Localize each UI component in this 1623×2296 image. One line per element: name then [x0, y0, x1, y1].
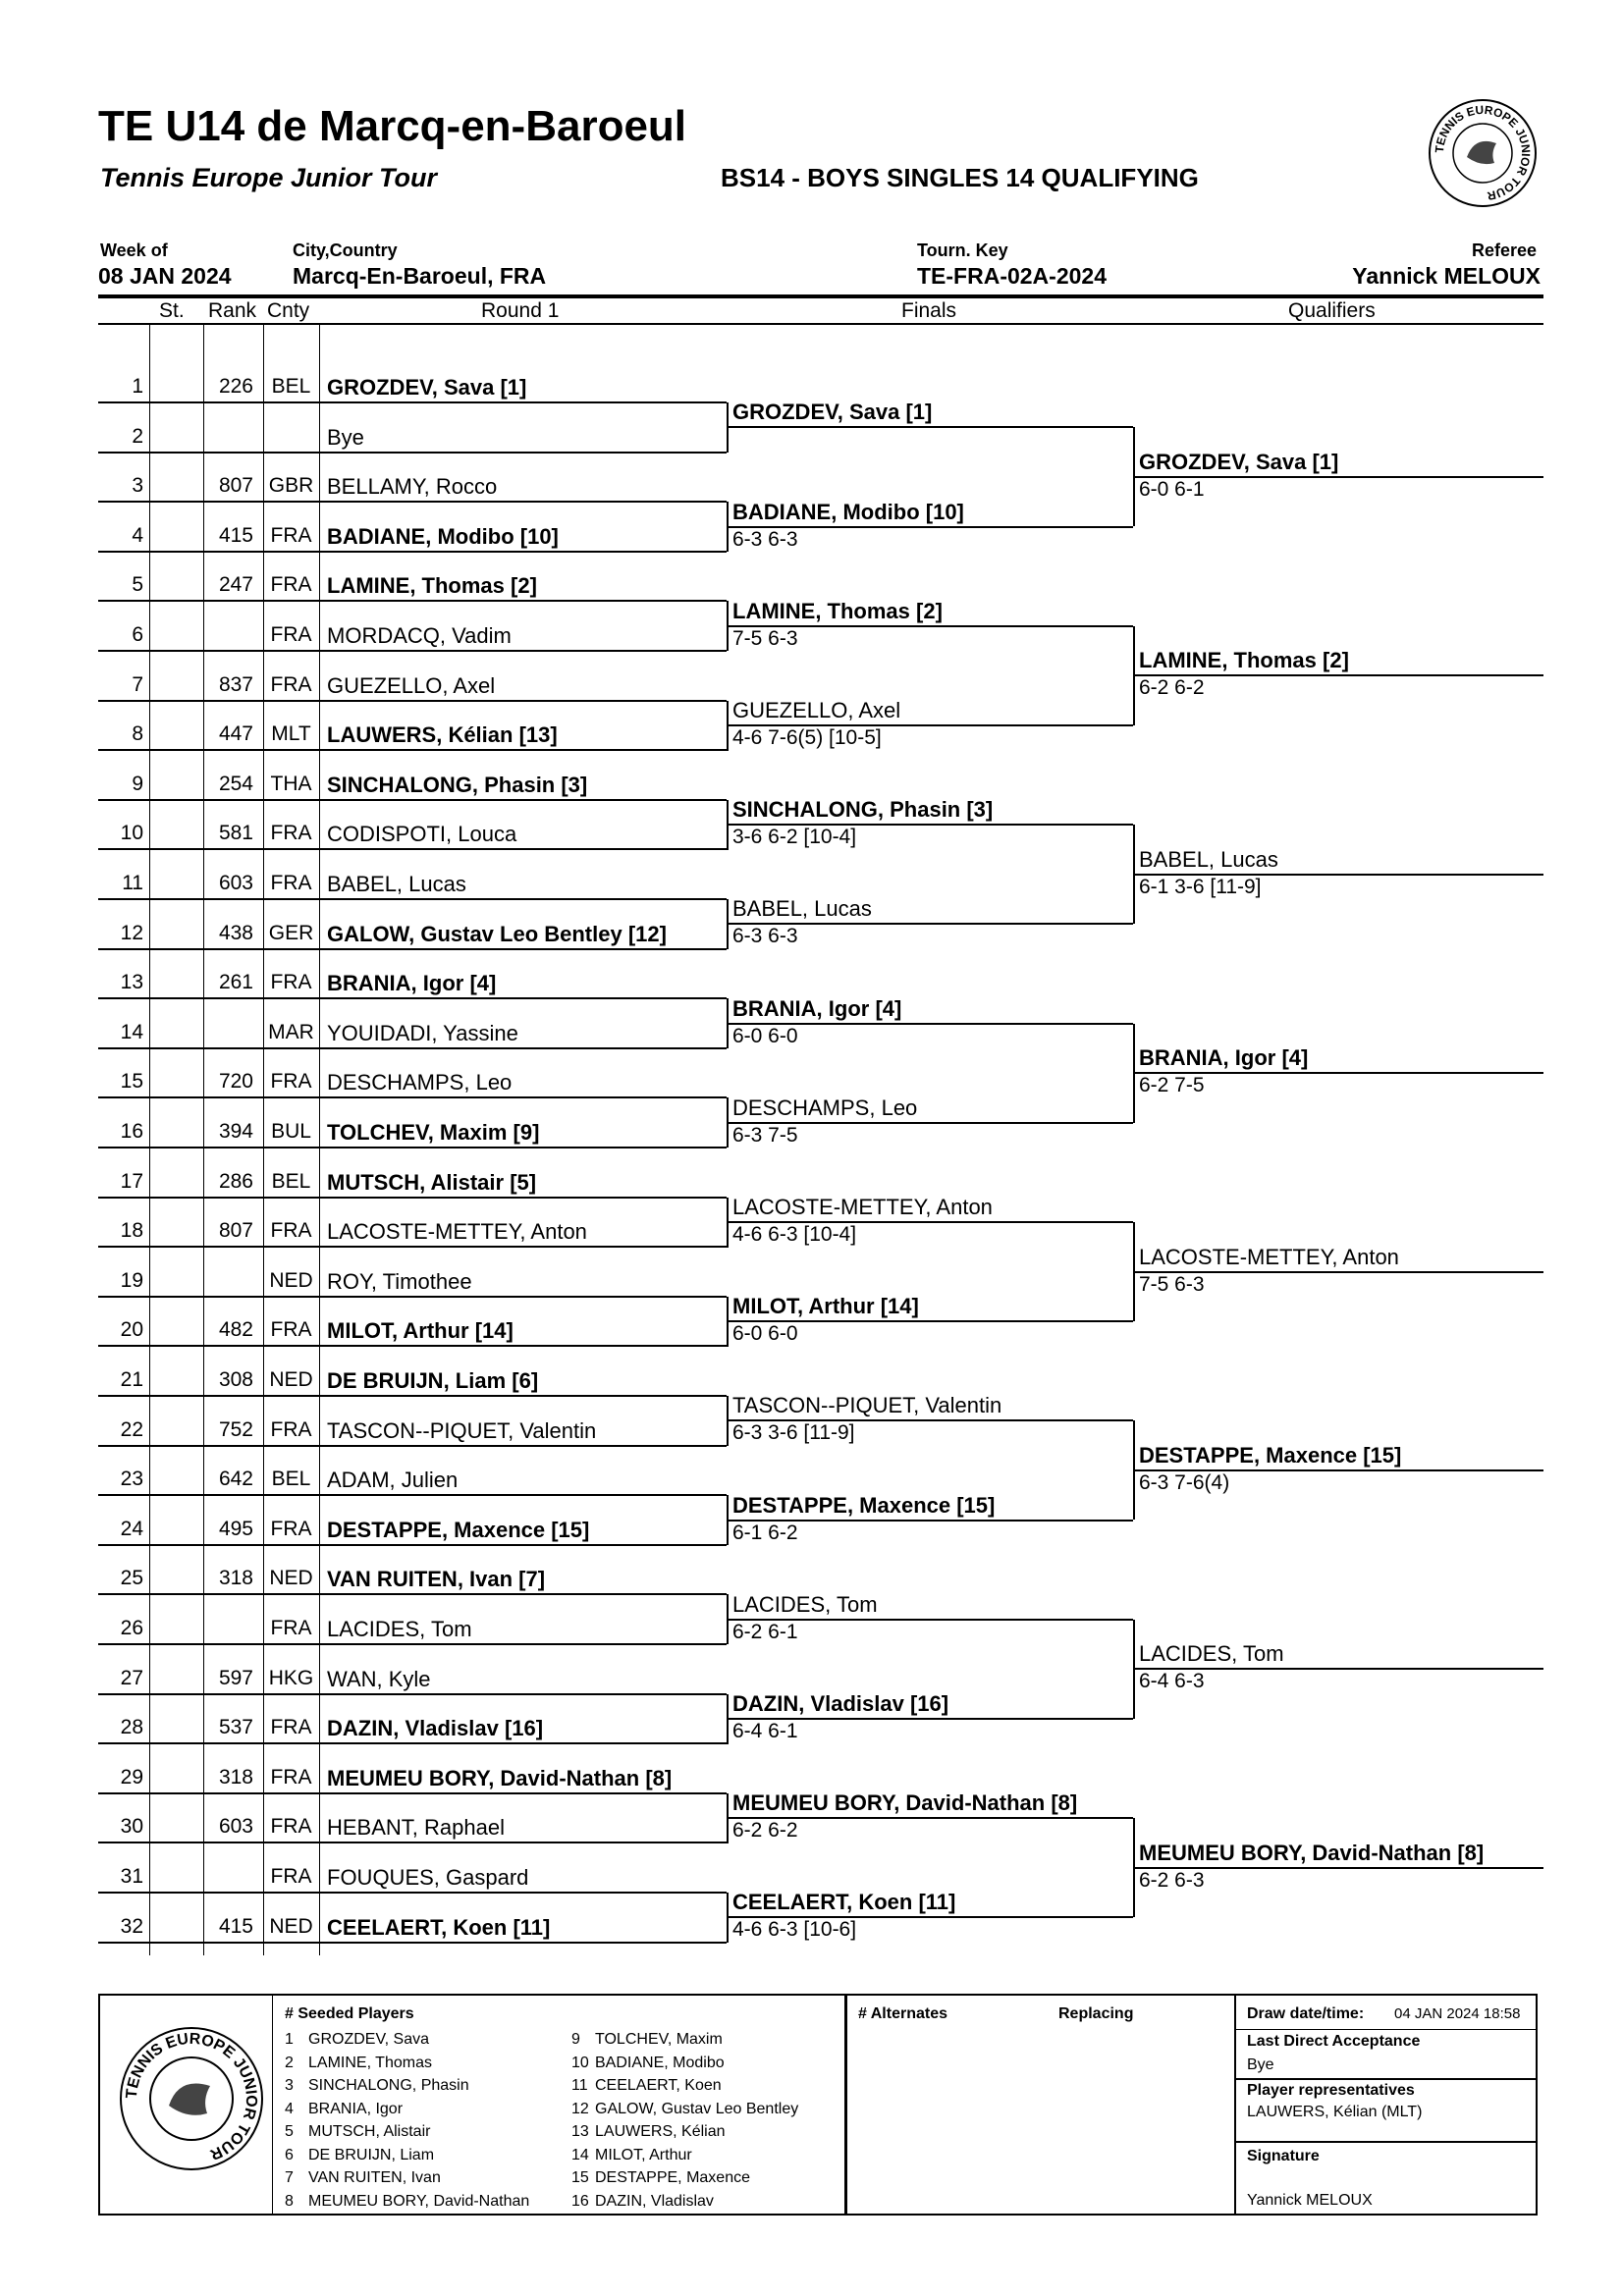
- seed-number: 16: [571, 2192, 589, 2210]
- week-of-label: Week of: [100, 240, 168, 260]
- player-rank: 318: [218, 1567, 253, 1589]
- player-name: TASCON--PIQUET, Valentin: [327, 1418, 597, 1443]
- finals-player-name: GUEZELLO, Axel: [732, 698, 901, 722]
- qualifier-score: 6-2 6-3: [1139, 1869, 1205, 1892]
- player-rank: 254: [218, 773, 253, 795]
- draw-position: 14: [120, 1021, 143, 1043]
- draw-position: 18: [120, 1219, 143, 1242]
- seed-player-name: SINCHALONG, Phasin: [308, 2077, 469, 2094]
- referee-label: Referee: [1471, 240, 1537, 260]
- seed-player-name: BRANIA, Igor: [308, 2100, 404, 2117]
- week-of-value: 08 JAN 2024: [98, 263, 232, 289]
- player-name: DE BRUIJN, Liam [6]: [327, 1368, 539, 1393]
- round1-line: [98, 501, 727, 503]
- footer-divider: [844, 1996, 847, 2214]
- finals-player-name: LACIDES, Tom: [732, 1592, 878, 1617]
- qualifier-name: MEUMEU BORY, David-Nathan [8]: [1139, 1841, 1485, 1865]
- round1-line: [98, 1942, 727, 1944]
- round1-line: [98, 600, 727, 602]
- round1-line: [98, 650, 727, 652]
- finals-player-name: SINCHALONG, Phasin [3]: [732, 797, 994, 822]
- player-country: FRA: [270, 573, 312, 596]
- finals-player-name: DESTAPPE, Maxence [15]: [732, 1493, 996, 1518]
- round1-line: [98, 1445, 727, 1447]
- player-rank: 261: [218, 971, 253, 993]
- col-finals: Finals: [901, 299, 957, 322]
- draw-position: 27: [120, 1667, 143, 1689]
- finals-line: [727, 426, 1133, 428]
- player-country: FRA: [270, 1418, 312, 1441]
- seed-number: 3: [285, 2077, 294, 2094]
- round1-line: [98, 1693, 727, 1695]
- draw-position: 24: [120, 1518, 143, 1540]
- col-qualifiers: Qualifiers: [1288, 299, 1376, 322]
- last-direct-acceptance-label: Last Direct Acceptance: [1247, 2033, 1421, 2050]
- player-country: FRA: [270, 524, 312, 547]
- player-name: ADAM, Julien: [327, 1468, 459, 1492]
- player-country: NED: [269, 1269, 313, 1292]
- qualifier-name: BRANIA, Igor [4]: [1139, 1045, 1309, 1070]
- round1-line: [98, 1643, 727, 1645]
- player-country: THA: [270, 773, 312, 795]
- player-country: FRA: [270, 1865, 312, 1888]
- player-name: YOUIDADI, Yassine: [327, 1021, 518, 1045]
- round1-line: [98, 1792, 727, 1794]
- player-country: FRA: [270, 623, 312, 646]
- col-cnty: Cnty: [267, 299, 310, 322]
- round1-line: [98, 1395, 727, 1397]
- player-name: SINCHALONG, Phasin [3]: [327, 773, 588, 797]
- player-rank: 807: [218, 474, 253, 497]
- player-name: BABEL, Lucas: [327, 872, 466, 896]
- draw-position: 31: [120, 1865, 143, 1888]
- round1-line: [98, 898, 727, 900]
- player-country: FRA: [270, 1070, 312, 1093]
- seed-player-name: MUTSCH, Alistair: [308, 2123, 431, 2140]
- draw-position: 22: [120, 1418, 143, 1441]
- player-rank: 247: [218, 573, 253, 596]
- seed-number: 12: [571, 2100, 589, 2117]
- draw-position: 7: [132, 673, 143, 696]
- round1-line: [98, 1147, 727, 1148]
- round1-line: [98, 1593, 727, 1595]
- col-rank: Rank: [208, 299, 257, 322]
- round1-line: [98, 1842, 727, 1843]
- finals-score: 6-2 6-2: [732, 1819, 798, 1842]
- draw-position: 17: [120, 1170, 143, 1193]
- qualifier-score: 6-1 3-6 [11-9]: [1139, 876, 1262, 898]
- round1-line: [98, 1047, 727, 1049]
- seed-number: 11: [571, 2077, 588, 2094]
- draw-position: 2: [132, 425, 143, 448]
- player-name: LACOSTE-METTEY, Anton: [327, 1219, 587, 1244]
- finals-score: 4-6 6-3 [10-6]: [732, 1918, 857, 1941]
- player-name: FOUQUES, Gaspard: [327, 1865, 529, 1890]
- finals-player-name: BADIANE, Modibo [10]: [732, 500, 964, 524]
- col-st: St.: [159, 299, 185, 322]
- player-name: GROZDEV, Sava [1]: [327, 375, 527, 400]
- replacing-title: Replacing: [1058, 2005, 1134, 2022]
- player-country: BEL: [271, 1468, 311, 1490]
- player-name: MILOT, Arthur [14]: [327, 1318, 514, 1343]
- seed-number: 9: [571, 2031, 580, 2048]
- player-rank: 415: [218, 1915, 253, 1938]
- player-rank: 308: [218, 1368, 253, 1391]
- tourn-key-value: TE-FRA-02A-2024: [917, 263, 1107, 289]
- finals-score: 4-6 6-3 [10-4]: [732, 1223, 857, 1246]
- player-name: VAN RUITEN, Ivan [7]: [327, 1567, 546, 1591]
- player-name: LAMINE, Thomas [2]: [327, 573, 537, 598]
- player-rank: 537: [218, 1716, 253, 1738]
- finals-player-name: DESCHAMPS, Leo: [732, 1095, 918, 1120]
- player-name: BRANIA, Igor [4]: [327, 971, 497, 995]
- qualifier-score: 6-0 6-1: [1139, 478, 1205, 501]
- player-name: MORDACQ, Vadim: [327, 623, 512, 648]
- player-rank: 603: [218, 1815, 253, 1838]
- qualifier-name: DESTAPPE, Maxence [15]: [1139, 1443, 1402, 1468]
- player-name: Bye: [327, 425, 364, 450]
- round1-line: [98, 1096, 727, 1098]
- referee-value: Yannick MELOUX: [1352, 263, 1541, 289]
- seed-player-name: MILOT, Arthur: [595, 2146, 692, 2163]
- player-country: HKG: [268, 1667, 314, 1689]
- draw-position: 21: [120, 1368, 143, 1391]
- player-rank: 597: [218, 1667, 253, 1689]
- seed-number: 13: [571, 2123, 589, 2140]
- seed-player-name: GALOW, Gustav Leo Bentley: [595, 2100, 799, 2117]
- draw-position: 28: [120, 1716, 143, 1738]
- player-country: FRA: [270, 1318, 312, 1341]
- draw-position: 19: [120, 1269, 143, 1292]
- finals-score: 6-3 7-5: [732, 1124, 798, 1147]
- finals-player-name: LAMINE, Thomas [2]: [732, 599, 943, 623]
- round1-line: [98, 1296, 727, 1298]
- round1-line: [98, 1544, 727, 1546]
- draw-position: 10: [120, 822, 143, 844]
- signature-value: Yannick MELOUX: [1247, 2192, 1373, 2209]
- draw-position: 25: [120, 1567, 143, 1589]
- seed-player-name: LAMINE, Thomas: [308, 2054, 432, 2071]
- round1-line: [98, 799, 727, 801]
- signature-label: Signature: [1247, 2148, 1320, 2164]
- player-rank: 581: [218, 822, 253, 844]
- qualifier-score: 6-2 6-2: [1139, 676, 1205, 699]
- player-country: FRA: [270, 1766, 312, 1789]
- round1-line: [98, 1345, 727, 1347]
- round1-line: [98, 997, 727, 999]
- player-rank: 286: [218, 1170, 253, 1193]
- finals-score: 3-6 6-2 [10-4]: [732, 826, 857, 848]
- draw-position: 11: [122, 872, 143, 894]
- seed-player-name: DE BRUIJN, Liam: [308, 2146, 435, 2163]
- finals-player-name: DAZIN, Vladislav [16]: [732, 1691, 949, 1716]
- finals-score: 6-1 6-2: [732, 1522, 798, 1544]
- draw-date-value: 04 JAN 2024 18:58: [1394, 2005, 1521, 2022]
- player-name: CODISPOTI, Louca: [327, 822, 517, 846]
- player-name: BELLAMY, Rocco: [327, 474, 498, 499]
- player-rank: 438: [218, 922, 253, 944]
- player-name: DESTAPPE, Maxence [15]: [327, 1518, 590, 1542]
- round1-line: [98, 1742, 727, 1744]
- player-name: DESCHAMPS, Leo: [327, 1070, 513, 1095]
- seed-player-name: BADIANE, Modibo: [595, 2054, 725, 2071]
- player-name: MEUMEU BORY, David-Nathan [8]: [327, 1766, 673, 1790]
- player-country: FRA: [270, 971, 312, 993]
- qualifier-name: GROZDEV, Sava [1]: [1139, 450, 1339, 474]
- finals-player-name: MILOT, Arthur [14]: [732, 1294, 919, 1318]
- last-direct-acceptance-value: Bye: [1247, 2056, 1274, 2073]
- player-rank: 642: [218, 1468, 253, 1490]
- seed-number: 8: [285, 2192, 294, 2210]
- seed-player-name: VAN RUITEN, Ivan: [308, 2169, 441, 2186]
- player-name: LAUWERS, Kélian [13]: [327, 722, 558, 747]
- draw-position: 9: [132, 773, 143, 795]
- player-rank: 807: [218, 1219, 253, 1242]
- tour-subtitle: Tennis Europe Junior Tour: [100, 163, 438, 192]
- seed-number: 4: [285, 2100, 294, 2117]
- player-country: FRA: [270, 1815, 312, 1838]
- finals-player-name: BRANIA, Igor [4]: [732, 996, 902, 1021]
- col-sep-st: [149, 324, 150, 1955]
- draw-position: 26: [120, 1617, 143, 1639]
- player-rank: 226: [218, 375, 253, 398]
- player-country: BEL: [271, 375, 311, 398]
- draw-position: 12: [120, 922, 143, 944]
- seed-number: 10: [571, 2054, 589, 2071]
- draw-position: 32: [120, 1915, 143, 1938]
- player-name: GALOW, Gustav Leo Bentley [12]: [327, 922, 667, 946]
- seed-number: 1: [285, 2031, 294, 2048]
- player-name: LACIDES, Tom: [327, 1617, 472, 1641]
- seed-number: 15: [571, 2169, 589, 2186]
- finals-score: 6-3 6-3: [732, 528, 798, 551]
- draw-position: 6: [132, 623, 143, 646]
- player-country: FRA: [270, 822, 312, 844]
- player-name: BADIANE, Modibo [10]: [327, 524, 559, 549]
- draw-position: 15: [120, 1070, 143, 1093]
- player-country: GER: [268, 922, 314, 944]
- draw-position: 1: [132, 375, 143, 398]
- player-country: NED: [269, 1915, 313, 1938]
- player-rank: 318: [218, 1766, 253, 1789]
- finals-player-name: BABEL, Lucas: [732, 896, 872, 921]
- player-country: FRA: [270, 1518, 312, 1540]
- player-country: MLT: [271, 722, 311, 745]
- finals-player-name: GROZDEV, Sava [1]: [732, 400, 933, 424]
- qualifier-score: 7-5 6-3: [1139, 1273, 1205, 1296]
- draw-position: 13: [120, 971, 143, 993]
- alternates-title: # Alternates: [858, 2005, 947, 2022]
- player-rank: 752: [218, 1418, 253, 1441]
- round1-line: [98, 700, 727, 702]
- page-title: TE U14 de Marcq-en-Baroeul: [98, 102, 687, 150]
- player-rank: 837: [218, 673, 253, 696]
- city-label: City,Country: [293, 240, 398, 260]
- event-title: BS14 - BOYS SINGLES 14 QUALIFYING: [721, 163, 1199, 192]
- player-name: WAN, Kyle: [327, 1667, 431, 1691]
- footer-box: [98, 1994, 1538, 2216]
- player-name: CEELAERT, Koen [11]: [327, 1915, 551, 1940]
- qualifier-name: LACIDES, Tom: [1139, 1641, 1284, 1666]
- tennis-europe-logo: [1428, 98, 1538, 208]
- seed-player-name: TOLCHEV, Maxim: [595, 2031, 723, 2048]
- draw-position: 4: [132, 524, 143, 547]
- player-name: HEBANT, Raphael: [327, 1815, 505, 1840]
- finals-score: 6-2 6-1: [732, 1621, 798, 1643]
- seed-player-name: DESTAPPE, Maxence: [595, 2169, 750, 2186]
- svg-text:TENNIS EUROPE JUNIOR TOUR: TENNIS EUROPE JUNIOR TOUR: [1432, 102, 1534, 203]
- footer-rule: [1235, 2078, 1536, 2080]
- draw-position: 20: [120, 1318, 143, 1341]
- player-name: ROY, Timothee: [327, 1269, 472, 1294]
- player-country: BUL: [271, 1120, 311, 1143]
- qualifier-score: 6-4 6-3: [1139, 1670, 1205, 1692]
- draw-position: 8: [132, 722, 143, 745]
- player-rank: 447: [218, 722, 253, 745]
- seed-player-name: LAUWERS, Kélian: [595, 2123, 726, 2140]
- round1-line: [98, 1197, 727, 1199]
- player-representatives-label: Player representatives: [1247, 2082, 1415, 2099]
- player-country: FRA: [270, 1716, 312, 1738]
- qualifier-score: 6-3 7-6(4): [1139, 1471, 1230, 1494]
- finals-score: 6-0 6-0: [732, 1025, 798, 1047]
- seed-player-name: GROZDEV, Sava: [308, 2031, 430, 2048]
- player-rank: 415: [218, 524, 253, 547]
- player-country: NED: [269, 1368, 313, 1391]
- finals-player-name: LACOSTE-METTEY, Anton: [732, 1195, 993, 1219]
- draw-position: 30: [120, 1815, 143, 1838]
- player-name: MUTSCH, Alistair [5]: [327, 1170, 537, 1195]
- seed-number: 7: [285, 2169, 294, 2186]
- round1-line: [98, 848, 727, 850]
- finals-player-name: CEELAERT, Koen [11]: [732, 1890, 956, 1914]
- round1-line: [98, 452, 727, 454]
- qualifier-name: LAMINE, Thomas [2]: [1139, 648, 1349, 672]
- round1-line: [98, 401, 727, 403]
- player-name: TOLCHEV, Maxim [9]: [327, 1120, 540, 1145]
- finals-score: 4-6 7-6(5) [10-5]: [732, 726, 882, 749]
- footer-rule: [1235, 2141, 1536, 2143]
- header-rule: [98, 294, 1543, 298]
- tennis-europe-logo: [118, 2025, 265, 2172]
- seed-player-name: MEUMEU BORY, David-Nathan: [308, 2192, 530, 2210]
- finals-score: 6-4 6-1: [732, 1720, 798, 1742]
- player-country: FRA: [270, 1219, 312, 1242]
- seed-player-name: CEELAERT, Koen: [595, 2077, 722, 2094]
- finals-score: 6-0 6-0: [732, 1322, 798, 1345]
- seed-number: 2: [285, 2054, 294, 2071]
- finals-score: 6-3 3-6 [11-9]: [732, 1421, 855, 1444]
- player-rank: 394: [218, 1120, 253, 1143]
- player-name: DAZIN, Vladislav [16]: [327, 1716, 544, 1740]
- col-round1: Round 1: [481, 299, 560, 322]
- player-rank: 495: [218, 1518, 253, 1540]
- qualifier-name: LACOSTE-METTEY, Anton: [1139, 1245, 1399, 1269]
- round1-line: [98, 749, 727, 751]
- player-rank: 720: [218, 1070, 253, 1093]
- finals-player-name: MEUMEU BORY, David-Nathan [8]: [732, 1790, 1078, 1815]
- city-value: Marcq-En-Baroeul, FRA: [293, 263, 547, 289]
- footer-rule: [1235, 2029, 1536, 2030]
- seeded-players-title: # Seeded Players: [285, 2005, 414, 2022]
- player-name: GUEZELLO, Axel: [327, 673, 496, 698]
- player-country: FRA: [270, 673, 312, 696]
- round1-line: [98, 551, 727, 553]
- round1-line: [98, 1892, 727, 1894]
- finals-player-name: TASCON--PIQUET, Valentin: [732, 1393, 1002, 1417]
- seed-number: 14: [571, 2146, 589, 2163]
- draw-position: 23: [120, 1468, 143, 1490]
- player-country: FRA: [270, 872, 312, 894]
- round1-line: [98, 1246, 727, 1248]
- player-representatives-value: LAUWERS, Kélian (MLT): [1247, 2104, 1423, 2120]
- column-header-rule: [98, 323, 1543, 325]
- round1-line: [98, 1494, 727, 1496]
- seed-number: 5: [285, 2123, 294, 2140]
- finals-score: 7-5 6-3: [732, 627, 798, 650]
- qualifier-score: 6-2 7-5: [1139, 1074, 1205, 1096]
- draw-position: 16: [120, 1120, 143, 1143]
- player-country: FRA: [270, 1617, 312, 1639]
- player-country: NED: [269, 1567, 313, 1589]
- seed-player-name: DAZIN, Vladislav: [595, 2192, 714, 2210]
- col-sep-name: [319, 324, 320, 1955]
- draw-position: 29: [120, 1766, 143, 1789]
- draw-position: 5: [132, 573, 143, 596]
- draw-date-label: Draw date/time:: [1247, 2005, 1365, 2022]
- footer-divider: [272, 1996, 273, 2214]
- svg-text:TENNIS EUROPE JUNIOR TOUR: TENNIS EUROPE JUNIOR TOUR: [123, 2030, 260, 2163]
- player-rank: 603: [218, 872, 253, 894]
- finals-score: 6-3 6-3: [732, 925, 798, 947]
- qualifier-name: BABEL, Lucas: [1139, 847, 1278, 872]
- player-country: BEL: [271, 1170, 311, 1193]
- player-country: GBR: [268, 474, 314, 497]
- round1-line: [98, 948, 727, 950]
- tourn-key-label: Tourn. Key: [917, 240, 1008, 260]
- seed-number: 6: [285, 2146, 294, 2163]
- player-rank: 482: [218, 1318, 253, 1341]
- draw-position: 3: [132, 474, 143, 497]
- player-country: MAR: [268, 1021, 314, 1043]
